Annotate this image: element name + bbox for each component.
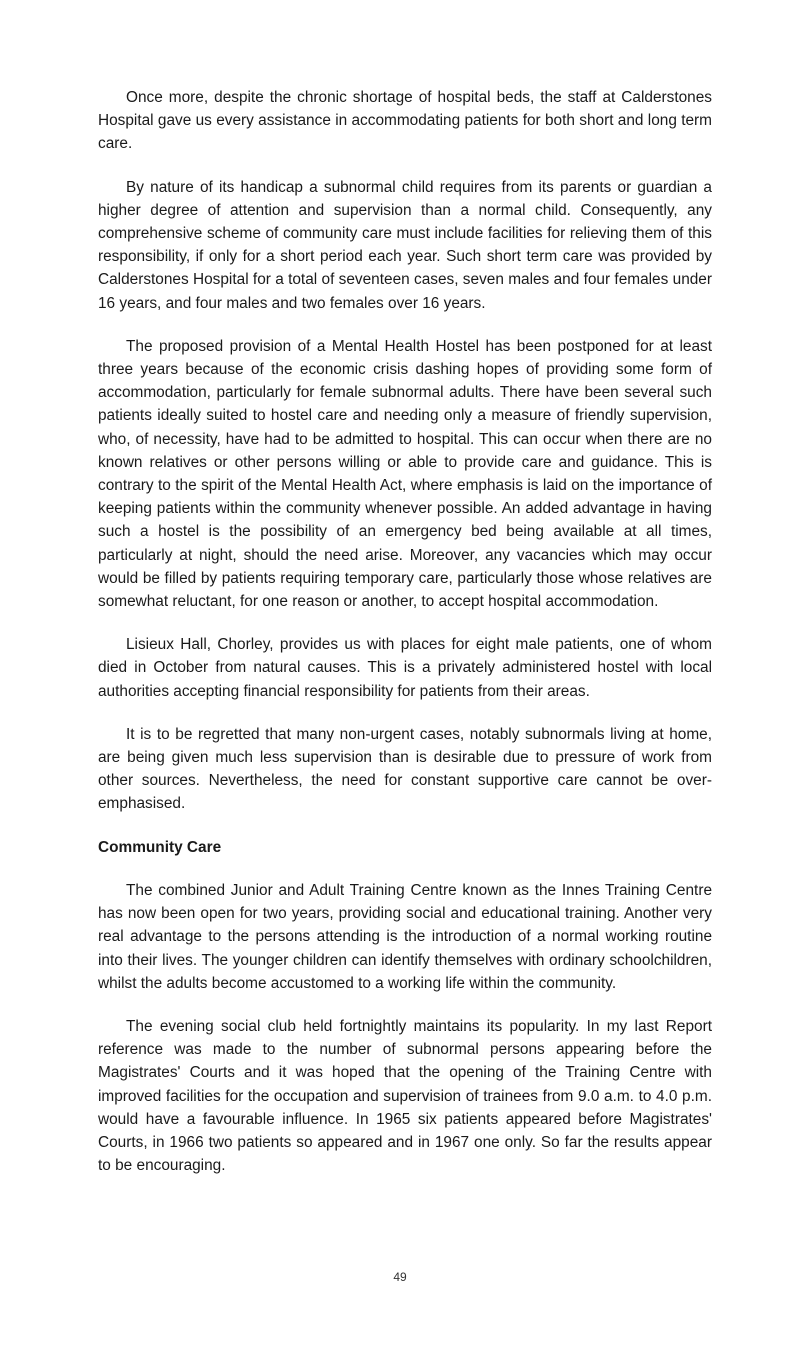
paragraph-social-club: The evening social club held fortnightly maintains its popularity. In my last Report reference was made to the number of subnormal persons appearing before the Magistrates' Courts and it was hoped that the opening of the Training Centre with improved facilities for the occupation and supervision of trainees from 9.0 a.m. to 4.0 p.m. would have a favourable influence. In 1965 six patients appeared before Magistrates' Courts, in 1966 two patients so appeared and in 1967 one only. So far the results appear to be encouraging. [98, 1017, 712, 1175]
section-heading-community-care: Community Care [98, 838, 222, 856]
paragraph-non-urgent-cases: It is to be regretted that many non-urgent cases, notably subnormals living at home, are being given much less supervision than is desirable due to pressure of work from other sources. Nevertheless, the need for constant supportive care cannot be over-emphasised. [98, 725, 712, 813]
page-number: 49 [393, 1270, 407, 1284]
paragraph-hospital-assistance: Once more, despite the chronic shortage of hospital beds, the staff at Calderstones Hospital gave us every assistance in accommodating patients for both short and long term care. [98, 89, 712, 153]
paragraph-mental-health-hostel: The proposed provision of a Mental Health Hostel has been postponed for at least three years because of the economic crisis dashing hopes of providing some form of accommodation, particularly for female subnormal adults. There have been several such patients ideally suited to hostel care and needing only a measure of friendly supervision, who, of necessity, have had to be admitted to hospital. This can occur when there are no known relatives or other persons willing or able to provide care and guidance. This is contrary to the spirit of the Mental Health Act, where emphasis is laid on the importance of keeping patients within the community whenever possible. An added advantage in having such a hostel is the possibility of an emergency bed being available at all times, particularly at night, should the need arise. Moreover, any vacancies which may occur would be filled by patients requiring temporary care, particularly those whose relatives are somewhat reluctant, for one reason or another, to accept hospital accommodation. [98, 337, 712, 611]
paragraph-lisieux-hall: Lisieux Hall, Chorley, provides us with places for eight male patients, one of whom died in October from natural causes. This is a privately administered hostel with local authorities accepting financial responsibility for patients from their areas. [98, 636, 712, 700]
page-content [98, 86, 712, 1197]
paragraph-short-term-care: By nature of its handicap a subnormal child requires from its parents or guardian a higher degree of attention and supervision than a normal child. Consequently, any comprehensive scheme of community care must include facilities for relieving them of this responsibility, if only for a short period each year. Such short term care was provided by Calderstones Hospital for a total of seventeen cases, seven males and four females under 16 years, and four males and two females over 16 years. [98, 178, 712, 312]
paragraph-training-centre: The combined Junior and Adult Training Centre known as the Innes Training Centre has now been open for two years, providing social and educational training. Another very real advantage to the persons attending is the introduction of a normal working routine into their lives. The younger children can identify themselves with ordinary schoolchildren, whilst the adults become accustomed to a working life within the community. [98, 881, 712, 992]
